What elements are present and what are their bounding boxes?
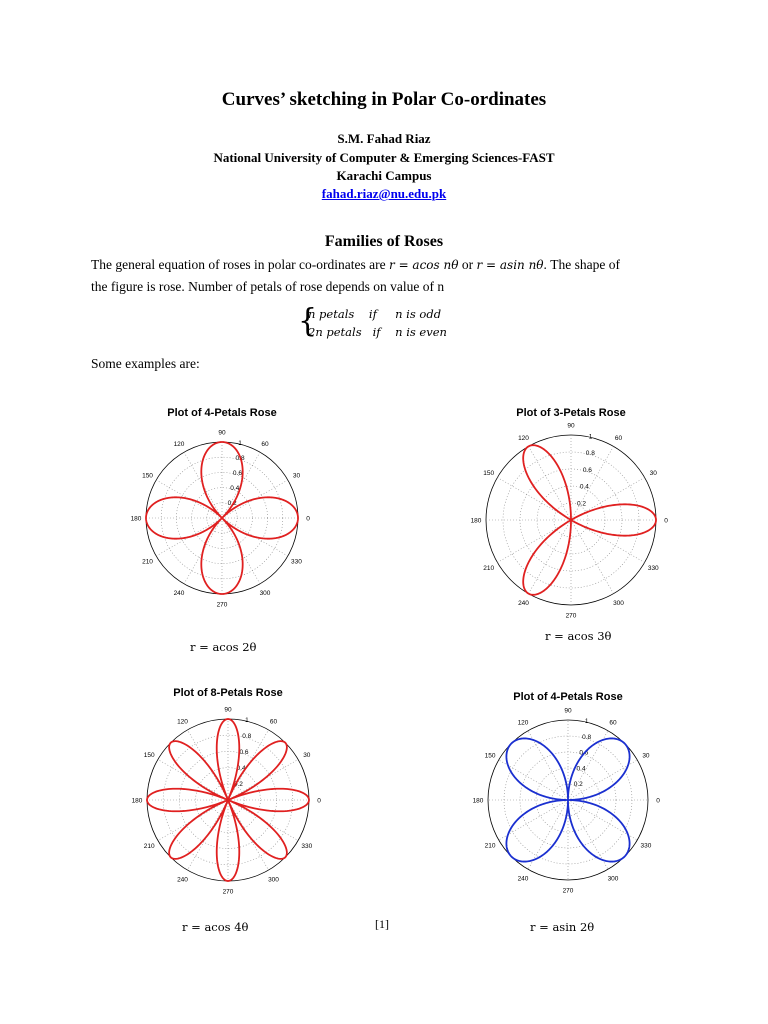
angle-tick-label: 150 — [484, 752, 496, 760]
page-number: [1] — [375, 917, 389, 931]
angle-tick-label: 180 — [131, 797, 143, 805]
university-name: National University of Computer & Emerging Sciences-FAST — [213, 150, 555, 165]
examples-label: Some examples are: — [91, 356, 200, 371]
radial-tick-label: 0.4 — [576, 765, 586, 773]
angle-tick-label: 240 — [177, 876, 188, 884]
radial-tick-label: 0.4 — [236, 765, 246, 773]
angle-tick-label: 90 — [218, 429, 226, 437]
angle-tick-label: 0 — [656, 797, 660, 805]
angle-tick-label: 120 — [173, 441, 185, 449]
angle-tick-label: 180 — [470, 517, 482, 525]
radial-tick-label: 0.6 — [232, 470, 242, 478]
plot-title: Plot of 3-Petals Rose — [516, 407, 626, 419]
case-even: 2n petals if n is even — [308, 325, 447, 339]
angle-tick-label: 270 — [216, 601, 228, 609]
angle-tick-label: 30 — [303, 752, 311, 759]
angle-tick-label: 210 — [484, 842, 496, 850]
polar-plot-3-petals — [470, 400, 670, 620]
plot-title: Plot of 4-Petals Rose — [513, 691, 623, 703]
angle-tick-label: 300 — [259, 589, 271, 597]
angle-tick-label: 240 — [518, 599, 529, 607]
radial-tick-label: 0.6 — [582, 466, 592, 474]
angle-tick-label: 90 — [567, 422, 575, 430]
polar-plot-4-petals-cos — [130, 400, 320, 612]
email-line — [0, 186, 768, 202]
grid-spoke — [571, 446, 614, 520]
radial-tick-label: 1 — [238, 440, 242, 448]
radial-tick-label: 0.4 — [230, 485, 240, 493]
angle-tick-label: 60 — [614, 435, 623, 443]
polar-plot-4-petals-sin — [470, 684, 670, 896]
equation-plot-2: r = acos 3θ — [545, 629, 612, 643]
angle-tick-label: 60 — [261, 441, 269, 449]
angle-tick-label: 330 — [647, 565, 659, 572]
angle-tick-label: 60 — [269, 718, 278, 726]
angle-tick-label: 150 — [142, 472, 153, 480]
angle-tick-label: 270 — [222, 888, 234, 896]
radial-tick-label: 0.2 — [227, 500, 237, 508]
equation-plot-1: r = acos 2θ — [190, 640, 257, 654]
paragraph-line-1 — [91, 254, 691, 276]
angle-tick-label: 210 — [143, 843, 155, 850]
angle-tick-label: 180 — [472, 797, 484, 805]
campus-name: Karachi Campus — [336, 168, 432, 183]
angle-tick-label: 300 — [268, 876, 279, 884]
email-link[interactable]: fahad.riaz@nu.edu.pk — [321, 186, 447, 201]
radial-tick-label: 0.8 — [242, 733, 252, 741]
angle-tick-label: 330 — [301, 843, 313, 850]
author-name: S.M. Fahad Riaz — [337, 131, 431, 146]
page-title: Curves’ sketching in Polar Co-ordinates — [221, 89, 547, 110]
angle-tick-label: 90 — [564, 707, 572, 715]
angle-tick-label: 120 — [518, 435, 529, 443]
paragraph-line-2: the figure is rose. Number of petals of rose depends on value of n — [91, 279, 445, 294]
angle-tick-label: 270 — [562, 887, 574, 895]
angle-tick-label: 210 — [142, 558, 153, 566]
angle-tick-label: 180 — [130, 515, 142, 523]
para1-text-pre: The general equation of roses in polar co-ordinates are — [91, 257, 390, 272]
angle-tick-label: 300 — [613, 599, 624, 607]
angle-tick-label: 330 — [640, 842, 652, 850]
angle-tick-label: 0 — [306, 515, 310, 523]
angle-tick-label: 150 — [143, 752, 155, 759]
angle-tick-label: 120 — [517, 719, 529, 727]
rose-curve — [146, 442, 298, 594]
radial-tick-label: 1 — [584, 718, 589, 726]
angle-tick-label: 90 — [224, 706, 232, 714]
plot-title: Plot of 4-Petals Rose — [167, 407, 277, 419]
equation-plot-3: r = acos 4θ — [182, 920, 249, 934]
radial-tick-label: 0.8 — [585, 450, 595, 458]
angle-tick-label: 240 — [517, 875, 529, 883]
radial-tick-label: 0.2 — [576, 500, 586, 508]
angle-tick-label: 120 — [177, 718, 188, 726]
equation-cos: r = acos nθ — [389, 258, 459, 272]
radial-tick-label: 0.2 — [233, 781, 243, 789]
section-heading: Families of Roses — [324, 233, 444, 250]
radial-tick-label: 0.8 — [235, 455, 245, 463]
radial-tick-label: 1 — [588, 433, 593, 441]
case-odd: n petals if n is odd — [308, 307, 442, 321]
angle-tick-label: 330 — [291, 558, 302, 566]
rose-curve — [147, 719, 309, 884]
para1-text-post: . The shape of — [543, 257, 621, 272]
grid-spoke — [571, 520, 614, 594]
polar-plot-8-petals — [130, 680, 330, 902]
angle-tick-label: 150 — [483, 470, 495, 477]
angle-tick-label: 60 — [609, 719, 617, 727]
radial-tick-label: 0.2 — [573, 781, 583, 789]
angle-tick-label: 210 — [483, 565, 495, 572]
radial-tick-label: 0.6 — [579, 749, 589, 757]
angle-tick-label: 270 — [565, 612, 577, 620]
radial-tick-label: 0.6 — [239, 749, 249, 757]
equation-plot-4: r = asin 2θ — [530, 920, 595, 934]
radial-tick-label: 0.8 — [582, 733, 592, 741]
equation-sin: r = asin nθ — [476, 258, 544, 272]
angle-tick-label: 240 — [173, 589, 185, 597]
plot-title: Plot of 8-Petals Rose — [173, 687, 283, 699]
angle-tick-label: 300 — [607, 875, 619, 883]
radial-tick-label: 0.4 — [579, 483, 589, 491]
angle-tick-label: 30 — [642, 752, 650, 760]
radial-tick-label: 1 — [245, 717, 249, 725]
brace-icon: { — [298, 303, 318, 340]
petal-cases — [298, 303, 498, 342]
para1-text-mid: or — [458, 257, 477, 272]
angle-tick-label: 30 — [649, 470, 657, 477]
angle-tick-label: 0 — [664, 517, 668, 525]
angle-tick-label: 0 — [317, 797, 321, 805]
rose-curve — [506, 738, 629, 861]
angle-tick-label: 30 — [292, 472, 301, 480]
